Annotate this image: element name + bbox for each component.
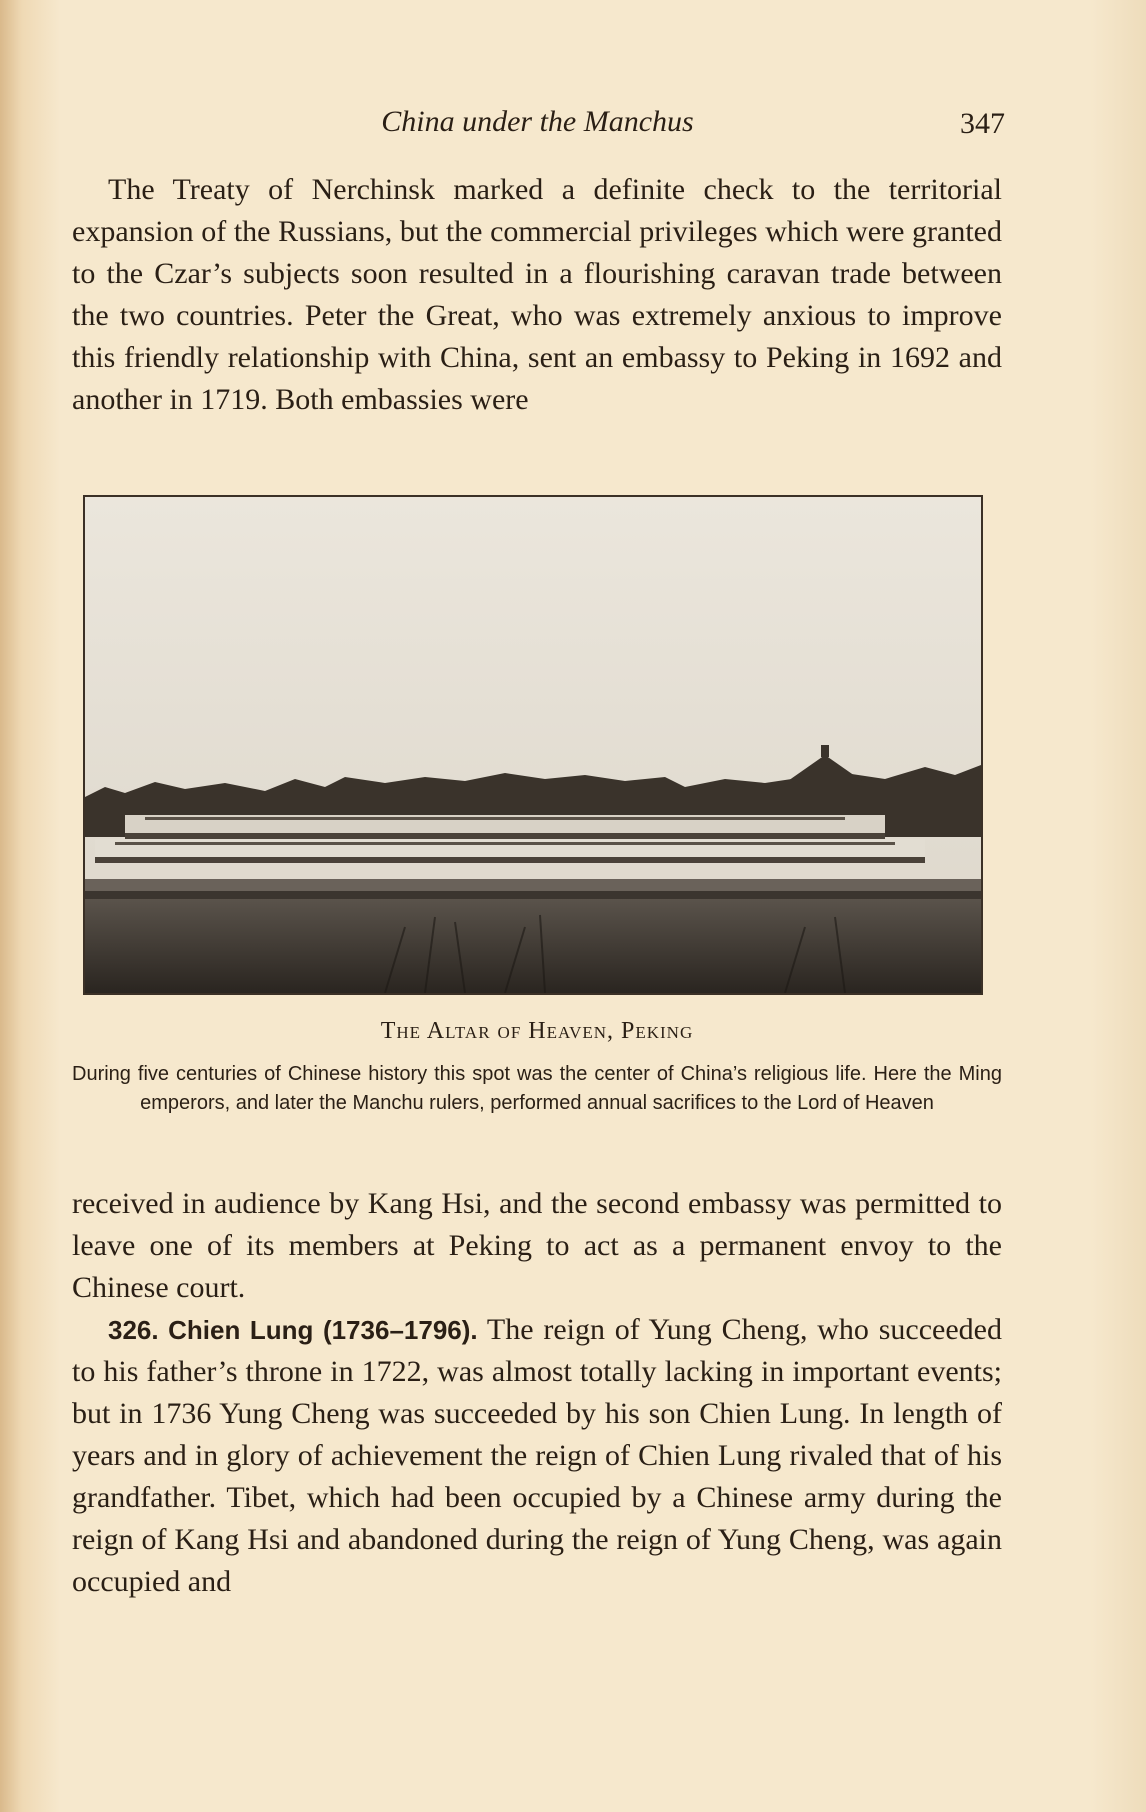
section-paragraph bbox=[72, 1309, 1002, 1603]
photo-illustration bbox=[85, 497, 981, 993]
page-number: 347 bbox=[960, 107, 1005, 140]
section-text: The reign of Yung Cheng, who succeeded to his father’s throne in 1722, was almost totally lacking in important events; but in 1736 Yung Cheng was succeeded by his son Chien Lung. In length of years and in glory of achievement the reign of Chien Lung rivaled that of his grandfather. Tibet, which had been occupied by a Chinese army during the reign of Kang Hsi and abandoned during the reign of Yung Cheng, was again occupied and bbox=[72, 1313, 1002, 1598]
figure-caption-title: The Altar of Heaven, Peking bbox=[380, 1018, 694, 1044]
body-paragraph-1 bbox=[72, 169, 1002, 421]
altar-of-heaven-photo bbox=[83, 495, 983, 995]
running-title: China under the Manchus bbox=[381, 105, 694, 138]
body-text-continued bbox=[72, 1183, 1002, 1603]
page-header bbox=[70, 105, 1005, 151]
paragraph-text: The Treaty of Nerchinsk marked a definite check to the territorial expansion of the Russians, but the commercial privileges which were granted to the Czar’s subjects soon resulted in a flourishing caravan trade between the two countries. Peter the Great, who was extremely anxious to improve this friendly relationship with China, sent an embassy to Peking in 1692 and another in 1719. Both embassies were bbox=[72, 173, 1002, 416]
section-heading: 326. Chien Lung (1736–1796). bbox=[108, 1315, 478, 1345]
figure-caption-text: During five centuries of Chinese history this spot was the center of China’s religious life. Here the Ming emperors, and later the Manchu rulers, performed annual sacrifices to the Lord of Heaven bbox=[72, 1063, 1002, 1114]
paragraph-text: received in audience by Kang Hsi, and the second embassy was permitted to leave one of its members at Peking to act as a permanent envoy to the Chinese court. bbox=[72, 1187, 1002, 1304]
